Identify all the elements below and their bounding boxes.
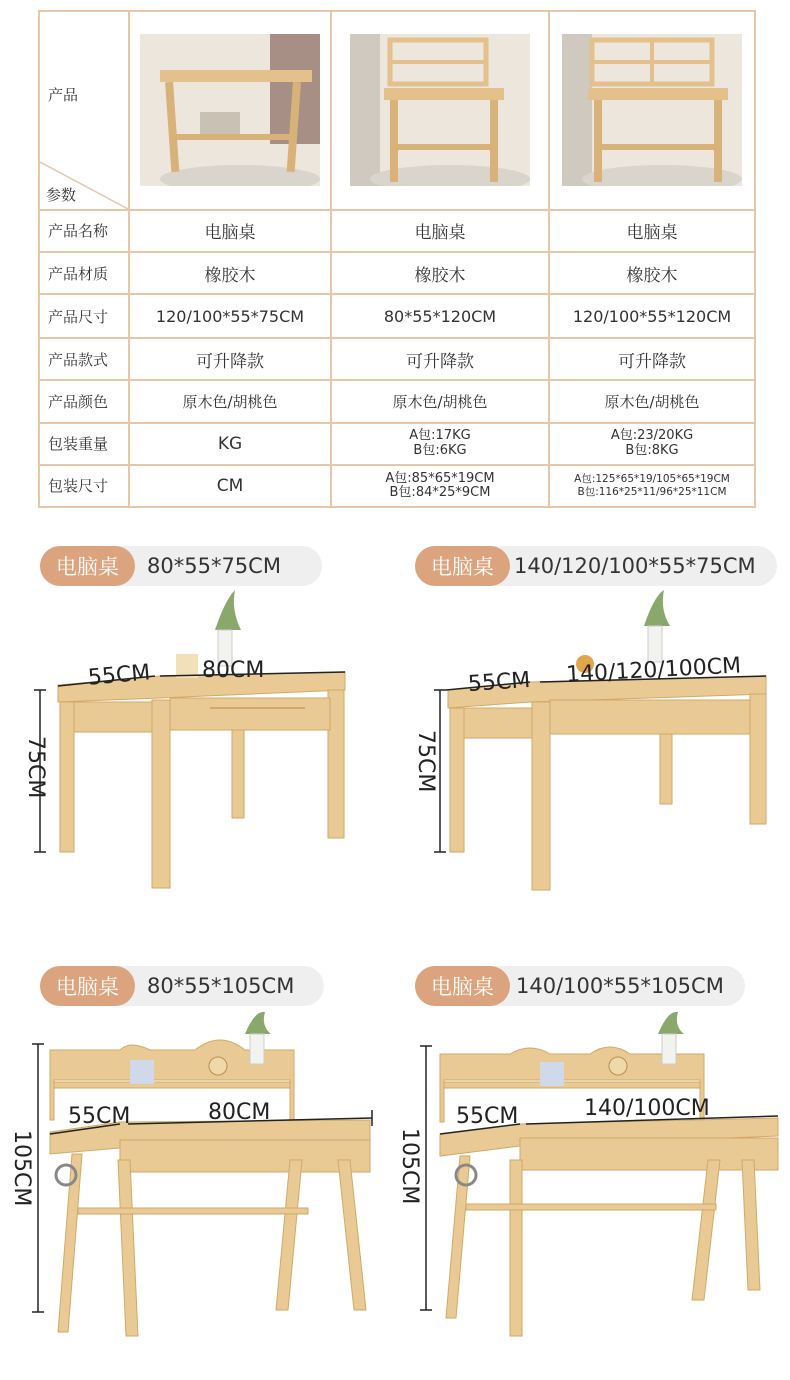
row-label: 产品名称 [39, 210, 129, 252]
desk-diagram-2 [430, 590, 780, 900]
height-label-4: 105CM [397, 1128, 422, 1205]
width-label-1: 80CM [202, 658, 265, 683]
row-label: 包装重量 [39, 423, 129, 465]
size-pill-3 [40, 966, 324, 1006]
table-cell: CM [129, 465, 331, 507]
table-row [39, 294, 755, 338]
height-label-1: 75CM [23, 736, 48, 799]
pill-size: 80*55*105CM [147, 974, 295, 998]
table-cell: 橡胶木 [549, 252, 755, 294]
height-label-2: 75CM [413, 730, 438, 793]
table-cell: 电脑桌 [331, 210, 549, 252]
desk-diagram-3 [20, 1010, 380, 1340]
pill-tag: 电脑桌 [415, 966, 510, 1006]
spec-table [38, 10, 756, 508]
pill-size: 80*55*75CM [147, 554, 281, 578]
table-cell: 可升降款 [549, 338, 755, 380]
row-label: 产品款式 [39, 338, 129, 380]
product-image-1 [129, 11, 331, 210]
package-b: B包:8KG [625, 442, 679, 458]
desk-diagram-4 [410, 1010, 780, 1340]
table-cell: 电脑桌 [129, 210, 331, 252]
pill-tag: 电脑桌 [415, 546, 510, 586]
corner-label-params: 参数 [46, 186, 77, 204]
table-cell: 橡胶木 [129, 252, 331, 294]
size-pill-4 [415, 966, 745, 1006]
row-label: 包装尺寸 [39, 465, 129, 507]
package-b: B包:84*25*9CM [389, 484, 491, 500]
row-label: 产品颜色 [39, 380, 129, 422]
table-cell [549, 423, 755, 465]
row-label: 产品尺寸 [39, 294, 129, 338]
package-a: A包:125*65*19/105*65*19CM [574, 472, 730, 485]
table-corner [39, 11, 129, 210]
table-cell: 可升降款 [331, 338, 549, 380]
pill-size: 140/120/100*55*75CM [514, 554, 756, 578]
table-row [39, 210, 755, 252]
corner-label-product: 产品 [48, 86, 79, 104]
table-cell [331, 465, 549, 507]
table-row [39, 423, 755, 465]
product-image-3 [549, 11, 755, 210]
depth-label-2: 55CM [467, 667, 532, 698]
table-row [39, 465, 755, 507]
product-image-2 [331, 11, 549, 210]
table-cell: 120/100*55*120CM [549, 294, 755, 338]
table-cell: 可升降款 [129, 338, 331, 380]
package-b: B包:116*25*11/96*25*11CM [577, 485, 727, 498]
depth-label-4: 55CM [456, 1104, 519, 1129]
package-b: B包:6KG [413, 442, 467, 458]
width-label-4: 140/100CM [584, 1096, 710, 1121]
height-label-3: 105CM [9, 1130, 34, 1207]
table-cell: 橡胶木 [331, 252, 549, 294]
desk-diagram-1 [20, 590, 360, 900]
table-row [39, 252, 755, 294]
corner-diagonal [40, 12, 129, 210]
table-cell: 120/100*55*75CM [129, 294, 331, 338]
table-row [39, 380, 755, 422]
pill-size: 140/100*55*105CM [516, 974, 724, 998]
size-pill-1 [40, 546, 322, 586]
depth-label-1: 55CM [87, 660, 152, 691]
size-pill-2 [415, 546, 777, 586]
pill-tag: 电脑桌 [40, 966, 135, 1006]
row-label: 产品材质 [39, 252, 129, 294]
width-label-3: 80CM [208, 1100, 271, 1125]
table-cell: 电脑桌 [549, 210, 755, 252]
depth-label-3: 55CM [68, 1104, 131, 1129]
package-a: A包:23/20KG [610, 428, 694, 444]
table-cell [549, 465, 755, 507]
package-a: A包:17KG [409, 428, 471, 444]
table-cell [331, 423, 549, 465]
table-cell: 原木色/胡桃色 [129, 380, 331, 422]
pill-tag: 电脑桌 [40, 546, 135, 586]
width-label-2: 140/120/100CM [565, 653, 742, 688]
table-row-images [39, 11, 755, 210]
table-row [39, 338, 755, 380]
table-cell: 80*55*120CM [331, 294, 549, 338]
package-a: A包:85*65*19CM [385, 470, 495, 486]
table-cell: 原木色/胡桃色 [549, 380, 755, 422]
table-cell: 原木色/胡桃色 [331, 380, 549, 422]
table-cell: KG [129, 423, 331, 465]
